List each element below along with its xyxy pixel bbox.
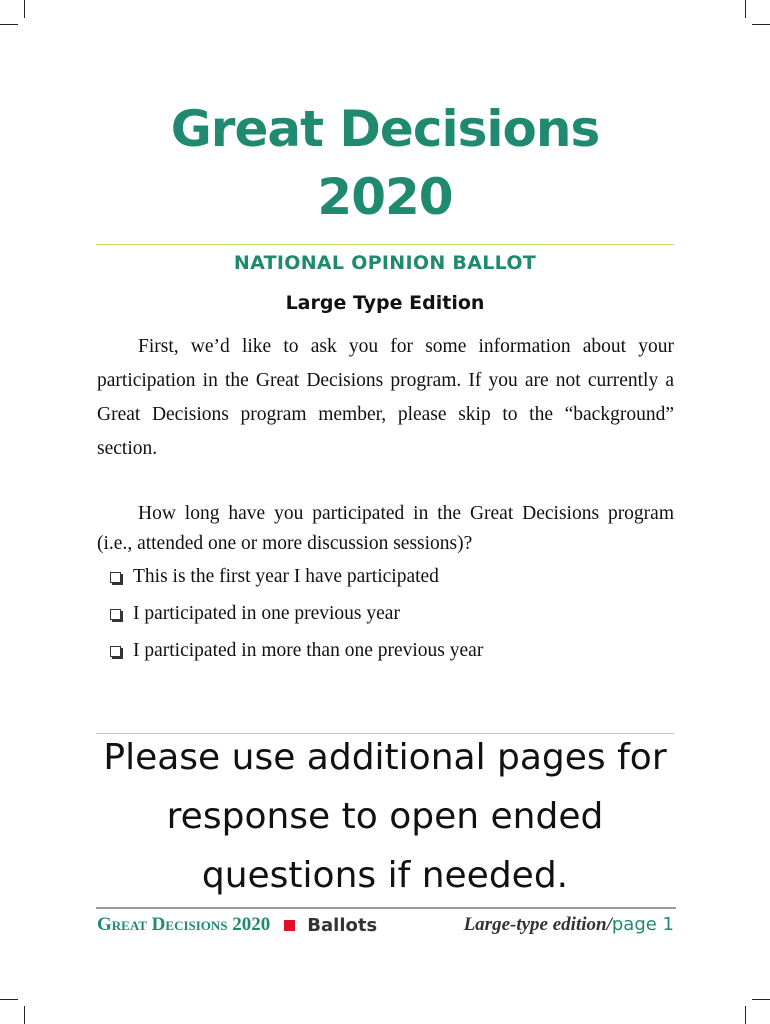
option-label: I participated in one previous year [133, 603, 400, 624]
option-first-year[interactable] [110, 566, 439, 588]
page-title-line1: Great Decisions [170, 100, 600, 158]
crop-mark [745, 1006, 746, 1024]
additional-pages-note [0, 728, 770, 905]
question-text: How long have you participated in the Great Decisions program (i.e., attended one or more discussion sessions)? [97, 503, 674, 554]
checkbox-icon[interactable] [110, 572, 121, 583]
option-one-previous-year[interactable] [110, 603, 400, 625]
crop-mark [0, 999, 18, 1000]
crop-mark [24, 1006, 25, 1024]
footer-divider [96, 907, 676, 909]
crop-mark [745, 0, 746, 18]
note-line: questions if needed. [201, 855, 569, 896]
footer-section: Ballots [307, 914, 378, 936]
checkbox-icon[interactable] [110, 646, 121, 657]
red-square-icon [284, 920, 295, 931]
footer-title: Great Decisions 2020 [97, 914, 271, 935]
crop-mark [24, 0, 25, 18]
crop-mark [0, 24, 18, 25]
page-title-line2: 2020 [317, 168, 453, 226]
footer-edition: Large-type edition [463, 914, 607, 935]
option-label: This is the first year I have participated [133, 566, 439, 587]
checkbox-icon[interactable] [110, 609, 121, 620]
option-label: I participated in more than one previous year [133, 640, 484, 661]
note-line: response to open ended [166, 796, 604, 837]
crop-mark [752, 999, 770, 1000]
footer-publication [97, 914, 377, 936]
footer-page-info [464, 914, 674, 936]
ballot-heading: NATIONAL OPINION BALLOT [233, 252, 537, 274]
page-number: page 1 [611, 914, 674, 935]
divider [96, 244, 674, 245]
footer-separator: / [606, 914, 612, 935]
intro-paragraph: First, we’d like to ask you for some information about your participation in the Great Decisions program. If you are not currently a Great Decisions program member, please skip to the “background” section. [97, 336, 674, 459]
crop-mark [752, 24, 770, 25]
note-line: Please use additional pages for [103, 737, 667, 778]
option-more-than-one-year[interactable] [110, 640, 483, 662]
edition-label: Large Type Edition [285, 292, 485, 314]
